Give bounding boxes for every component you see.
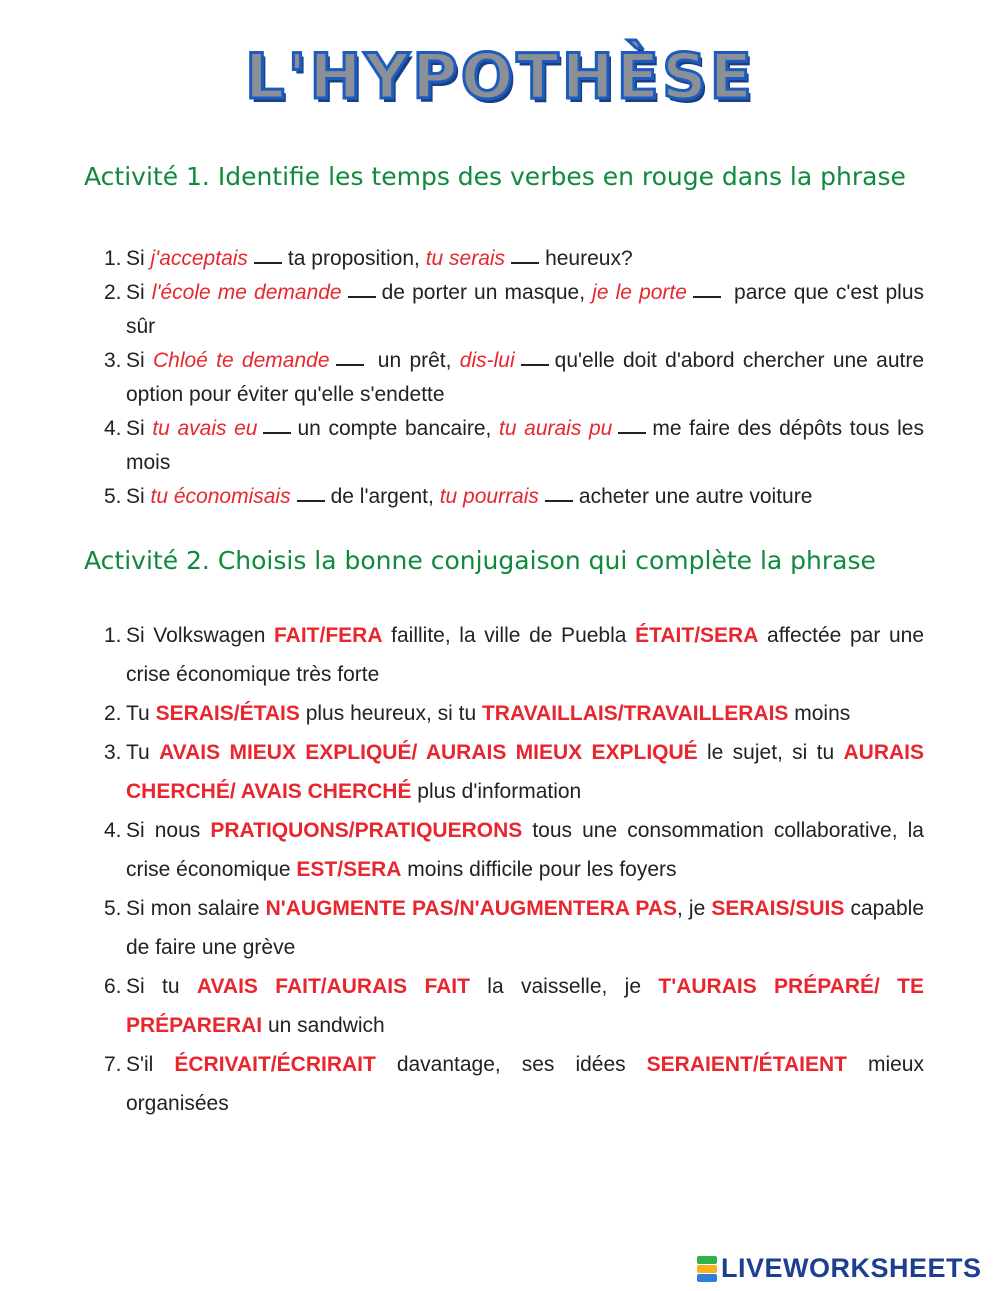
sentence-text: mieux organisées	[126, 1053, 924, 1115]
sentence-text: capable de faire une grève	[126, 897, 925, 959]
item-text	[126, 889, 924, 967]
activity-1-item	[104, 412, 924, 480]
sentence-text: davantage, ses idées	[375, 1053, 647, 1076]
sentence-text: ta proposition,	[287, 247, 426, 270]
sentence-text: Si Volkswagen	[126, 624, 275, 647]
sentence-text: acheter une autre voiture	[578, 485, 813, 508]
item-text	[126, 344, 924, 412]
item-text	[126, 694, 924, 733]
sentence-text: un compte bancaire,	[297, 417, 499, 440]
sentence-text: Si	[126, 281, 152, 304]
conjugation-choice[interactable]: FAIT/FERA	[274, 624, 383, 647]
sentence-text: tous une consommation collaborative, la crise économique	[126, 819, 924, 881]
item-number: 3.	[104, 741, 122, 764]
activity-1-item	[104, 480, 924, 514]
sentence-text: Si nous	[126, 819, 211, 842]
activity-1-heading: Activité 1. Identifie les temps des verbes en rouge dans la phrase	[84, 162, 906, 191]
red-verb: je le porte	[592, 281, 687, 304]
red-verb: l'école me demande	[151, 281, 342, 304]
conjugation-choice[interactable]: AURAIS CHERCHÉ/ AVAIS CHERCHÉ	[126, 741, 925, 803]
sentence-text: Si	[126, 247, 151, 270]
sentence-text: la vaisselle, je	[469, 975, 659, 998]
logo-text: LIVEWORKSHEETS	[721, 1253, 982, 1283]
sentence-text: moins	[788, 702, 851, 725]
sentence-text: de porter un masque,	[381, 281, 593, 304]
sentence-text: Tu	[126, 741, 160, 764]
activity-1-item	[104, 276, 924, 344]
sentence-text: de l'argent,	[330, 485, 440, 508]
sentence-text: , je	[677, 897, 712, 920]
conjugation-choice[interactable]: EST/SERA	[296, 858, 402, 881]
item-text	[126, 276, 924, 344]
liveworksheets-logo[interactable]	[697, 1253, 982, 1284]
activity-2-item	[104, 889, 924, 967]
answer-blank[interactable]	[297, 500, 325, 502]
item-number: 2.	[104, 281, 122, 304]
sentence-text: Si mon salaire	[126, 897, 266, 920]
sentence-text: un prêt,	[369, 349, 460, 372]
sentence-text: le sujet, si tu	[697, 741, 844, 764]
sentence-text: heureux?	[545, 247, 633, 270]
activity-2-heading: Activité 2. Choisis la bonne conjugaison qui complète la phrase	[84, 546, 876, 575]
activity-2-item	[104, 694, 924, 733]
red-verb: j'acceptais	[150, 247, 248, 270]
sentence-text: Si	[126, 485, 151, 508]
activity-2-item	[104, 616, 924, 694]
answer-blank[interactable]	[693, 296, 721, 298]
page-title: L'HYPOTHÈSE	[245, 40, 755, 113]
conjugation-choice[interactable]: N'AUGMENTE PAS/N'AUGMENTERA PAS	[265, 897, 678, 920]
logo-mark-icon	[697, 1256, 717, 1282]
red-verb: tu pourrais	[439, 485, 539, 508]
activity-1-list	[104, 242, 924, 514]
answer-blank[interactable]	[348, 296, 376, 298]
conjugation-choice[interactable]: ÉCRIVAIT/ÉCRIRAIT	[174, 1053, 376, 1076]
sentence-text: parce que c'est plus sûr	[126, 281, 924, 338]
activity-1-item	[104, 242, 924, 276]
red-verb: tu économisais	[150, 485, 291, 508]
sentence-text: Tu	[126, 702, 156, 725]
red-verb: tu serais	[425, 247, 506, 270]
activity-2-list	[104, 616, 924, 1123]
item-text	[126, 811, 924, 889]
item-number: 4.	[104, 819, 122, 842]
red-verb: tu aurais pu	[499, 417, 613, 440]
conjugation-choice[interactable]: SERAIS/ÉTAIS	[155, 702, 300, 725]
red-verb: dis-lui	[459, 349, 515, 372]
sentence-text: qu'elle doit d'abord chercher une autre option pour éviter qu'elle s'endette	[126, 349, 925, 406]
item-text	[126, 412, 924, 480]
answer-blank[interactable]	[545, 500, 573, 502]
conjugation-choice[interactable]: AVAIS FAIT/AURAIS FAIT	[196, 975, 470, 998]
item-text	[126, 967, 924, 1045]
activity-2-item	[104, 1045, 924, 1123]
item-text	[126, 480, 924, 514]
activity-2-item	[104, 811, 924, 889]
red-verb: Chloé te demande	[152, 349, 330, 372]
activity-2-item	[104, 733, 924, 811]
item-text	[126, 242, 924, 276]
item-number: 1.	[104, 247, 122, 270]
item-number: 6.	[104, 975, 122, 998]
item-number: 5.	[104, 485, 122, 508]
sentence-text: S'il	[126, 1053, 175, 1076]
activity-2-item	[104, 967, 924, 1045]
sentence-text: faillite, la ville de Puebla	[382, 624, 636, 647]
sentence-text: un sandwich	[262, 1014, 385, 1037]
answer-blank[interactable]	[618, 432, 646, 434]
conjugation-choice[interactable]: ÉTAIT/SERA	[635, 624, 759, 647]
item-number: 4.	[104, 417, 122, 440]
sentence-text: Si	[126, 417, 153, 440]
item-number: 2.	[104, 702, 122, 725]
item-number: 3.	[104, 349, 122, 372]
answer-blank[interactable]	[254, 262, 282, 264]
sentence-text: plus heureux, si tu	[299, 702, 482, 725]
item-text	[126, 733, 924, 811]
item-number: 1.	[104, 624, 122, 647]
red-verb: tu avais eu	[152, 417, 258, 440]
sentence-text: Si tu	[126, 975, 197, 998]
conjugation-choice[interactable]: SERAIENT/ÉTAIENT	[646, 1053, 847, 1076]
item-number: 5.	[104, 897, 122, 920]
item-text	[126, 1045, 924, 1123]
sentence-text: me faire des dépôts tous les mois	[126, 417, 924, 474]
answer-blank[interactable]	[263, 432, 291, 434]
item-number: 7.	[104, 1053, 122, 1076]
conjugation-choice[interactable]: AVAIS MIEUX EXPLIQUÉ/ AURAIS MIEUX EXPLIQUÉ	[159, 741, 698, 764]
sentence-text: moins difficile pour les foyers	[401, 858, 677, 881]
conjugation-choice[interactable]: PRATIQUONS/PRATIQUERONS	[210, 819, 523, 842]
conjugation-choice[interactable]: TRAVAILLAIS/TRAVAILLERAIS	[481, 702, 789, 725]
sentence-text: plus d'information	[411, 780, 582, 803]
sentence-text: affectée par une crise économique très forte	[126, 624, 925, 686]
conjugation-choice[interactable]: SERAIS/SUIS	[711, 897, 845, 920]
answer-blank[interactable]	[511, 262, 539, 264]
conjugation-choice[interactable]: T'AURAIS PRÉPARÉ/ TE PRÉPARERAI	[126, 975, 925, 1037]
answer-blank[interactable]	[521, 364, 549, 366]
item-text	[126, 616, 924, 694]
sentence-text: Si	[126, 349, 153, 372]
answer-blank[interactable]	[336, 364, 364, 366]
activity-1-item	[104, 344, 924, 412]
